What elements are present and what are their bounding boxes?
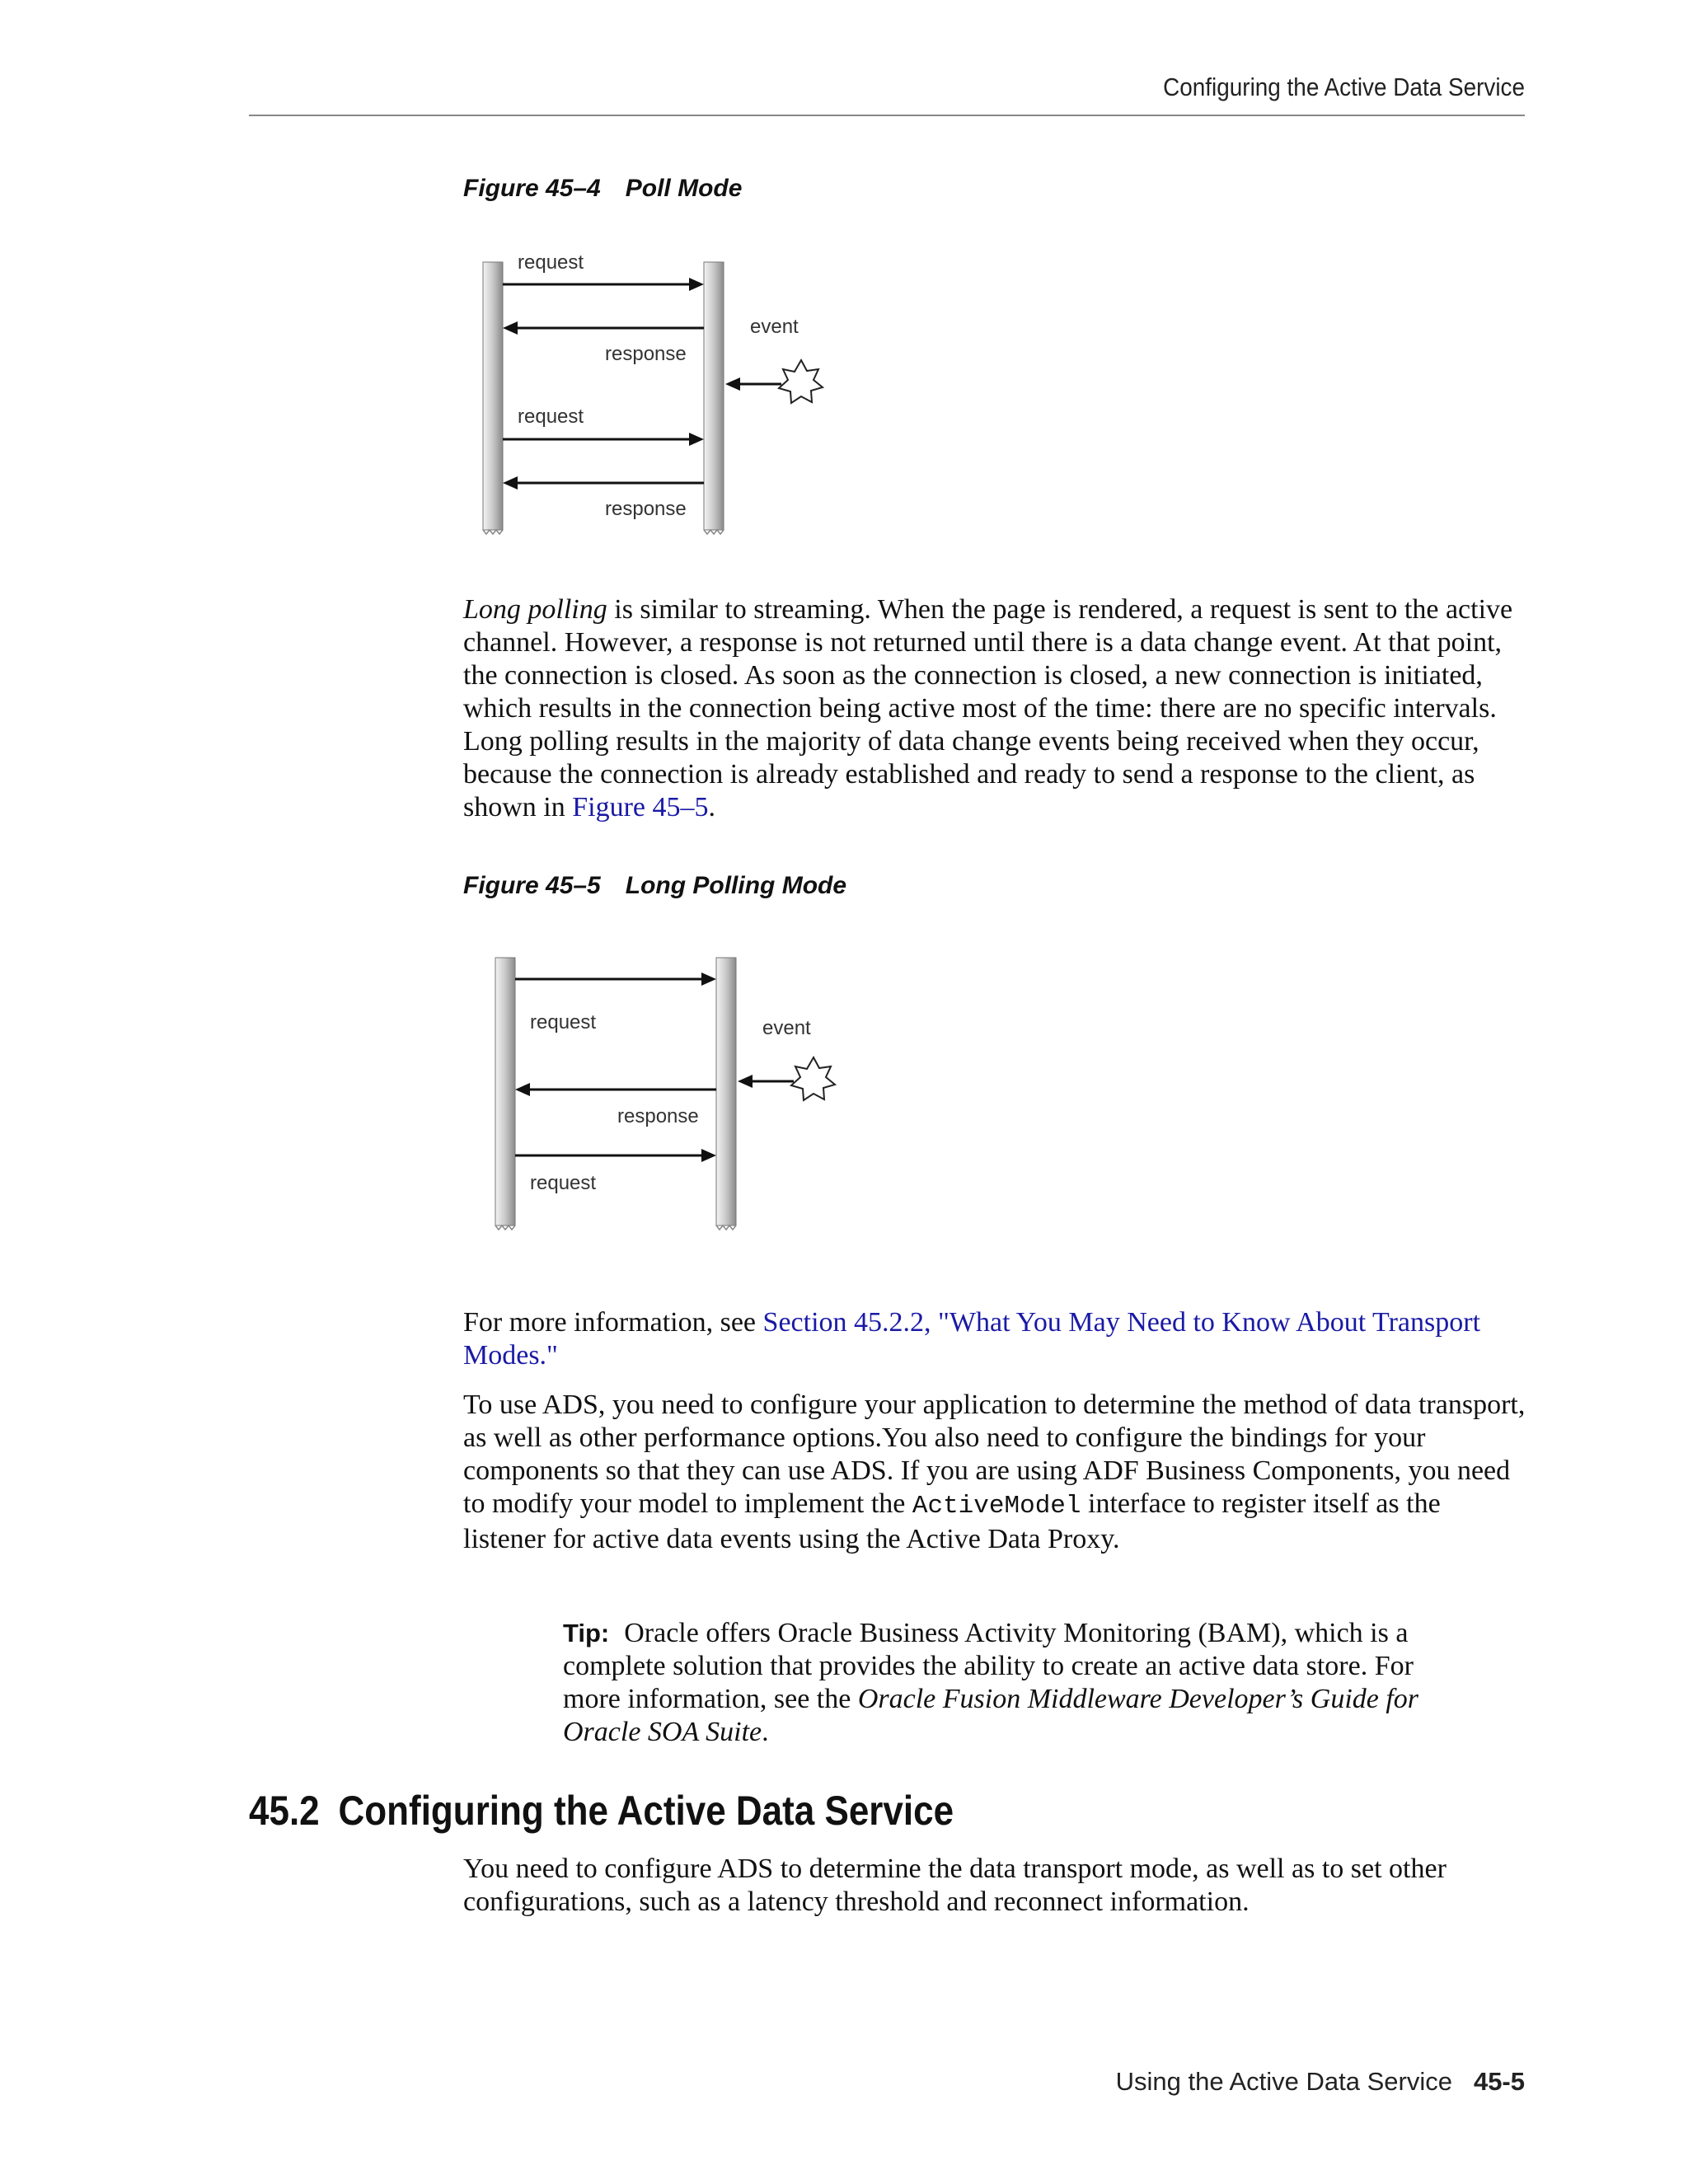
figure-title: Long Polling Mode [625,872,847,899]
figure-title: Poll Mode [625,175,743,202]
page-number: 45-5 [1473,2067,1525,2096]
section-number: 45.2 [249,1788,320,1834]
response-label: response [617,1105,699,1127]
client-lifeline [495,958,515,1226]
book-title: Oracle Fusion Middleware Developer’s Guide for Oracle SOA Suite [563,1684,1419,1747]
tip-note: Tip: Oracle offers Oracle Business Activity Monitoring (BAM), which is a complete solution that provides the ability to create an active data store. For more information, see the Oracle Fusion Middleware Developer’s Guide for Oracle SOA Suite. [563,1618,1419,1747]
paragraph-long-polling: Long polling is similar to streaming. When the page is rendered, a request is sent to the active channel. However, a response is not returned until there is a data change event. At that point, the connection is closed. As soon as the connection is closed, a new connection is initiated, which results in the connection being active most of the time: there are no specific intervals. Long polling results in the majority of data change events being received when they occur, because the connection is already established and ready to send a response to the client, as shown in Figure 45–5. [463,594,1513,823]
poll-mode-diagram [470,239,849,544]
figure-caption [463,872,846,900]
request-label: request [518,405,584,428]
figure-number: Figure 45–5 [463,872,601,899]
figure-45-5-link[interactable]: Figure 45–5 [572,792,709,823]
page-footer [907,2067,1525,2097]
long-polling-diagram [482,948,861,1236]
running-header: Configuring the Active Data Service [1163,73,1525,101]
tip-label: Tip: [563,1619,610,1647]
figure-caption [463,175,742,203]
figure-number: Figure 45–4 [463,175,601,202]
response-label: response [605,343,687,365]
event-burst-icon [779,360,823,403]
request-label: request [518,251,584,274]
paragraph-section-intro: You need to configure ADS to determine the data transport mode, as well as to set other configurations, such as a latency threshold and reconnect information. [463,1854,1447,1917]
footer-title: Using the Active Data Service [1115,2067,1452,2096]
code-activemodel: ActiveModel [912,1492,1081,1521]
section-heading [249,1787,954,1835]
request-label: request [530,1011,597,1033]
section-title: Configuring the Active Data Service [338,1788,954,1834]
paragraph-use-ads: To use ADS, you need to configure your application to determine the method of data transport, as well as other performance options.You also need to configure the bindings for your components so that they can use ADS. If you are using ADF Business Components, you need to modify your model to implement the ActiveModel interface to register itself as the listener for active data events using the Active Data Proxy. [463,1390,1526,1554]
event-burst-icon [791,1057,835,1100]
section-45-2-2-link[interactable]: Section 45.2.2, "What You May Need to Know About Transport Modes." [463,1307,1481,1371]
response-label: response [605,498,687,520]
event-label: event [750,316,799,338]
server-lifeline [716,958,736,1226]
event-label: event [762,1017,811,1039]
term-long-polling: Long polling [463,594,607,625]
request-label: request [530,1172,597,1194]
client-lifeline [483,262,503,530]
header-rule [249,115,1525,116]
paragraph-more-info: For more information, see Section 45.2.2, "What You May Need to Know About Transport Modes." [463,1307,1481,1371]
server-lifeline [704,262,724,530]
